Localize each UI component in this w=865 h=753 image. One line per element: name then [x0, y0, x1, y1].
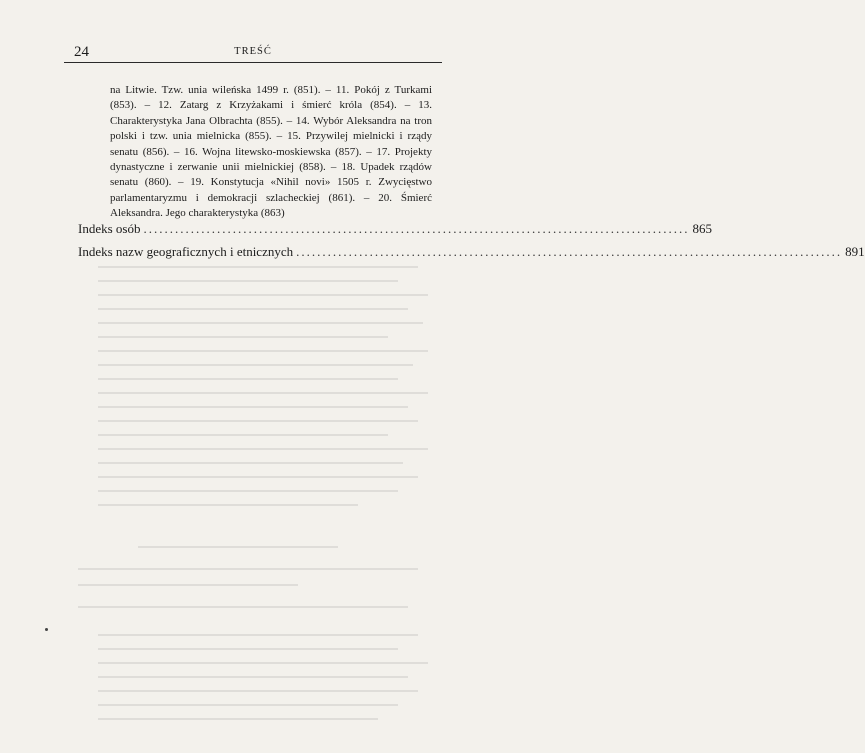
running-head [64, 44, 442, 63]
paper-speck [45, 628, 48, 631]
toc-entry-page: 891 [845, 244, 865, 259]
chapter-contents-entry: na Litwie. Tzw. unia wileńska 1499 r. (851). – 11. Pokój z Turkami (853). – 12. Zatarg z Krzyżakami i śmierć króla (854). – 13. Charakterystyka Jana Olbrachta (855). – 14. Wybór Aleksandra na tron polski i tzw. unia mielnicka (855). – 15. Przywilej mielnicki i rządy senatu (856). – 16. Wojna litewsko-moskiewska (857). – 17. Projekty dynastyczne i zerwanie unii mielnickiej (858). – 18. Upadek rządów senatu (860). – 19. Konstytucja «Nihil novi» 1505 r. Zwycięstwo parlamentaryzmu i demokracji szlacheckiej (861). – 20. Śmierć Aleksandra. Jego charakterystyka (863) [110, 84, 432, 220]
toc-entry-label: Indeks osób [78, 221, 141, 236]
toc-entry-index-places [78, 244, 865, 260]
toc-entry-page: 865 [692, 221, 712, 236]
show-through-text [78, 262, 436, 732]
dot-leader: ........................................................................................................ [296, 244, 843, 259]
page-number: 24 [74, 44, 89, 60]
toc-entry-index-persons [78, 221, 712, 237]
toc-entry-label: Indeks nazw geograficznych i etnicznych [78, 244, 294, 259]
dot-leader: ........................................................................................................ [143, 221, 690, 236]
running-title: TREŚĆ [234, 46, 272, 57]
